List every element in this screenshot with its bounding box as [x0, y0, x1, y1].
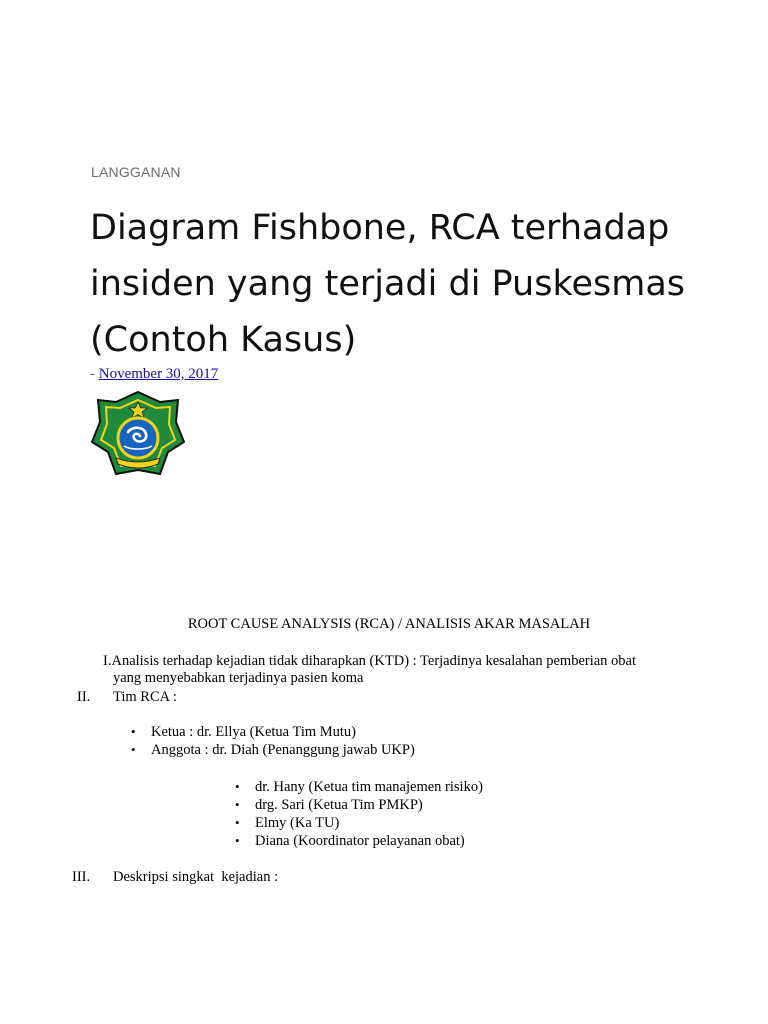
- section-1-text: Analisis terhadap kejadian tidak diharapkan (KTD) : Terjadinya kesalahan pemberian obat: [111, 653, 637, 669]
- list-item: • Ketua : dr. Ellya (Ketua Tim Mutu): [131, 723, 415, 741]
- section-1-numeral: I.: [103, 653, 112, 669]
- list-item: • Diana (Koordinator pelayanan obat): [235, 832, 483, 850]
- post-date-link[interactable]: November 30, 2017: [98, 366, 219, 382]
- team-leaders-list: [131, 723, 415, 759]
- section-2-numeral: II.: [77, 689, 91, 705]
- section-3-numeral: III.: [72, 869, 91, 885]
- document-heading: ROOT CAUSE ANALYSIS (RCA) / ANALISIS AKAR MASALAH: [187, 616, 591, 632]
- section-3-label: Deskripsi singkat kejadian :: [113, 869, 279, 885]
- section-1-line-1: [103, 653, 636, 670]
- list-item: • drg. Sari (Ketua Tim PMKP): [235, 796, 483, 814]
- post-title: Diagram Fishbone, RCA terhadap insiden yang terjadi di Puskesmas (Contoh Kasus): [90, 208, 686, 360]
- emblem-svg: [90, 388, 186, 484]
- date-prefix: -: [90, 366, 99, 382]
- list-item: • Elmy (Ka TU): [235, 814, 483, 832]
- section-1-line-2: yang menyebabkan terjadinya pasien koma: [113, 670, 364, 686]
- team-members-list: [235, 778, 483, 850]
- category-label[interactable]: LANGGANAN: [91, 164, 181, 180]
- list-item: • Anggota : dr. Diah (Penanggung jawab UKP): [131, 741, 415, 759]
- list-item: • dr. Hany (Ketua tim manajemen risiko): [235, 778, 483, 796]
- post-meta: [90, 366, 218, 383]
- regional-emblem-icon: [90, 388, 186, 484]
- section-2-label: Tim RCA :: [113, 689, 177, 705]
